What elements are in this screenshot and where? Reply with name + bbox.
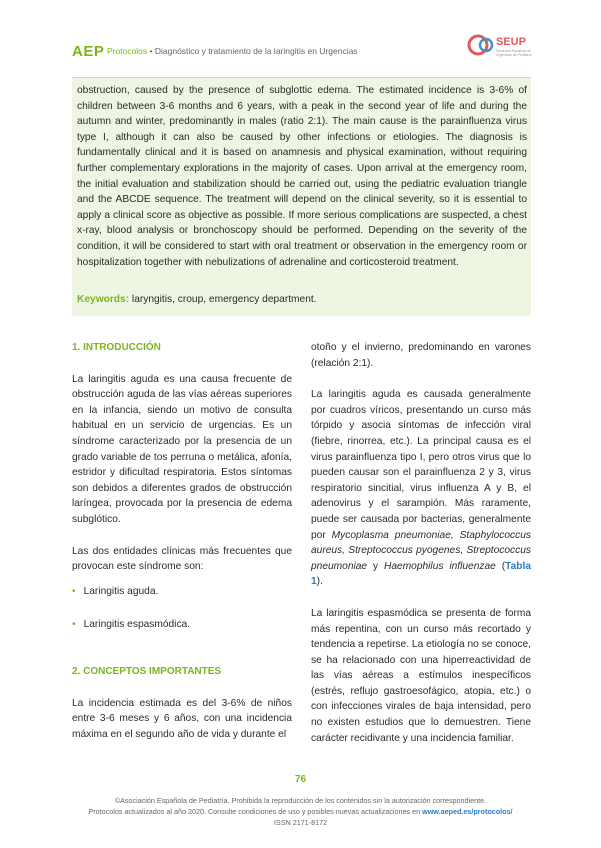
list-item: [72, 586, 158, 597]
right-paragraph-2-conj: y: [367, 560, 384, 572]
breadcrumb-protocolos: Protocolos: [107, 46, 148, 56]
right-paragraph-2: La laringitis aguda es causada generalmente por cuadros víricos, presentando un curso más tórpido y asocia síntomas de infección viral (fiebre, rinorrea, etc.). La principal causa es el virus parainfluenza tipo I, pero otros virus que lo pueden causar son el parainfluenza 2 y 3, virus respiratorio sincitial, virus influenza A y B, el adenovirus y el sarampión. Más raramente, puede ser causada por bacterias, generalmente por Mycoplasma pneumoniae, Staphylococcus aureus, Streptococcus pyogenes, Streptococcus pneumoniae y Haemophilus influenzae (Tabla 1).: [311, 389, 531, 588]
right-paragraph-1: otoño y el invierno, predominando en varones (relación 2:1).: [311, 342, 531, 369]
abstract-box: [72, 77, 531, 316]
abstract-text: obstruction, caused by the presence of subglottic edema. The estimated incidence is 3-6% of children between 3-6 months and 6 years, with a peak in the second year of life and during the autumn and winter, predominantly in males (ratio 2:1). The main cause is the parainfluenza virus type I, although it can also be caused by other infections or etiologies. The diagnosis is fundamentally clinical and it is based on anamnesis and physical examination, without requiring further complementary explorations in the majority of cases. Upon arrival at the emergency room, the initial evaluation and stabilization should be carried out, using the pediatric evaluation triangle and the ABCDE sequence. The treatment will depend on the clinical severity, so it is essential to apply a clinical score as objective as possible. If more serious complications are suspected, a chest x-ray, blood analysis or bronchoscopy should be performed. Depending on the severity of the condition, it will be considered to start with oral treatment or observation in the emergency room or hospitalization together with nebulizations of adrenaline and corticosteroid treatment.: [77, 85, 527, 268]
breadcrumb-title: • Diagnóstico y tratamiento de la laringitis en Urgencias: [147, 46, 358, 56]
bullet-icon: •: [72, 586, 76, 597]
right-paragraph-2-text: La laringitis aguda es causada generalmente por cuadros víricos, presentando un curso más tórpido y asocia síntomas de infección viral (fiebre, rinorrea, etc.). La principal causa es el virus parainfluenza tipo I, pero otros virus que lo pueden causar son el parainfluenza 2 y 3, virus respiratorio sincitial, virus influenza A y B, el adenovirus y el sarampión. Más raramente, puede ser causada por bacterias, generalmente por: [311, 389, 531, 541]
concepts-paragraph-1: La incidencia estimada es del 3-6% de niños entre 3-6 meses y 6 años, con una incidencia máxima en el segundo año de vida y durante el: [72, 697, 292, 740]
table-1-link[interactable]: Tabla 1: [311, 560, 531, 588]
list-item-label: Laringitis espasmódica.: [83, 619, 191, 630]
aep-logo: AEP: [72, 43, 105, 60]
page-number: 76: [294, 774, 307, 785]
list-item-label: Laringitis aguda.: [83, 586, 159, 597]
page-header: [0, 0, 601, 62]
left-column-lower: [72, 664, 292, 742]
footer-issn: ISSN 2171-8172: [273, 818, 328, 827]
haemophilus-name: Haemophilus influenzae: [384, 560, 496, 572]
seup-logo-text: SEUP: [496, 36, 526, 48]
heading-conceptos: 2. CONCEPTOS IMPORTANTES: [72, 666, 222, 677]
footer-update-text: Protocolos actualizados al año 2020. Consulte condiciones de uso y posibles nuevas actualizaciones en: [88, 807, 423, 816]
intro-paragraph-2: Las dos entidades clínicas más frecuentes que provocan este síndrome son:: [72, 545, 292, 573]
right-paragraph-3: La laringitis espasmódica se presenta de forma más repentina, con un curso más recortado y tendencia a repetirse. La etiología no se conoce, se ha relacionado con una hiperreactividad de las vías aéreas a estímulos inespecíficos (estrés, reflujo gastroesofágico, atopia, etc.) o con infecciones virales de baja intensidad, pero no existen estudios que lo demuestren. Tiene carácter recidivante y una incidencia familiar.: [311, 607, 531, 744]
intro-paragraph-1: La laringitis aguda es una causa frecuente de obstrucción aguda de las vías aéreas superiores en la infancia, siendo un motivo de consulta habitual en un servicio de urgencias. Es un síndrome caracterizado por la presencia de un grado variable de tos perruna o metálica, afonía, estridor y dificultad respiratoria. Estos síntomas son debidos a diferentes grados de obstrucción laríngea, provocada por la presencia de edema subglótico.: [72, 373, 292, 525]
keywords-label: Keywords:: [77, 294, 130, 305]
footer-update-note: [0, 806, 601, 817]
bacteria-names: Mycoplasma pneumoniae, Staphylococcus aureus, Streptococcus pyogenes, Streptococcus pneumoniae: [311, 529, 531, 572]
seup-logo-subtitle: Sociedad Española de Urgencias de Pediatría: [496, 49, 532, 57]
right-column: [311, 340, 531, 746]
bullet-icon: •: [72, 619, 76, 630]
footer-link[interactable]: www.aeped.es/protocolos/: [422, 807, 513, 816]
keywords-list: laryngitis, croup, emergency department.: [129, 294, 317, 305]
heading-introduccion: 1. INTRODUCCIÓN: [72, 342, 161, 353]
breadcrumb: [107, 46, 358, 56]
footer-copyright: ©Asociación Española de Pediatría. Prohibida la reproducción de los contenidos sin la autorización correspondiente.: [114, 796, 487, 805]
list-item: [72, 619, 190, 630]
keywords: [77, 294, 317, 305]
left-column: [72, 340, 292, 575]
